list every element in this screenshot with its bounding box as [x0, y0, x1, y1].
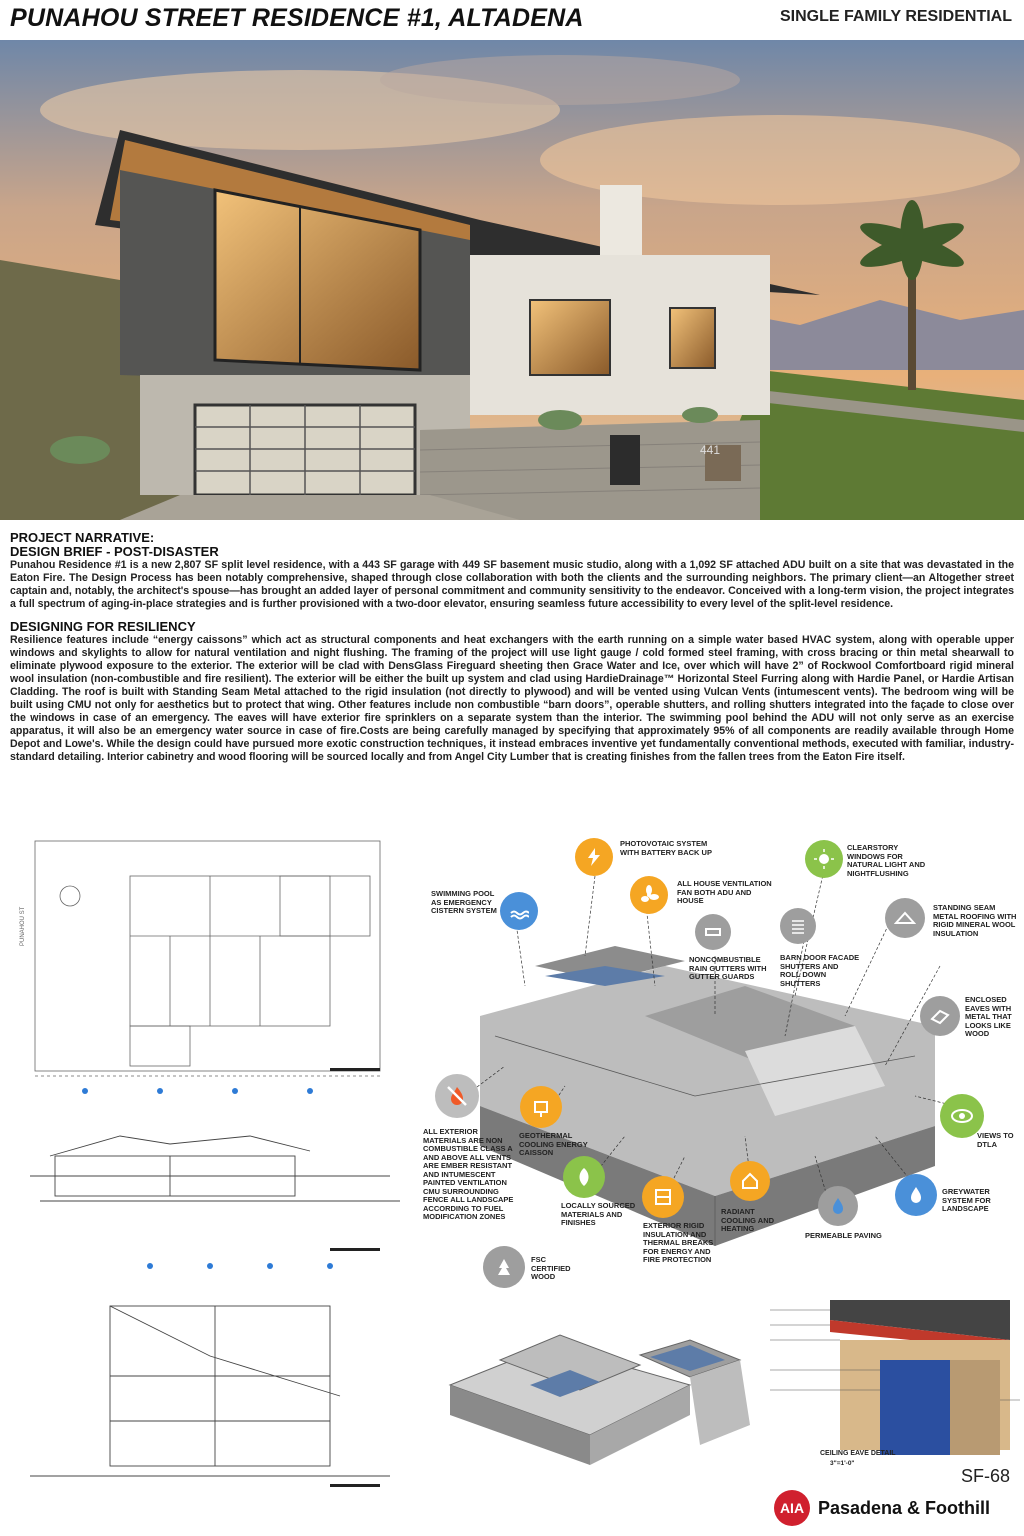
feature-label: CLEARSTORY WINDOWS FOR NATURAL LIGHT AND NIGHTFLUSHING — [847, 843, 926, 878]
hero-rendering — [0, 40, 1024, 520]
feature-label: FSC CERTIFIED WOOD — [531, 1255, 571, 1281]
project-narrative — [10, 531, 1014, 764]
eave-icon — [920, 996, 960, 1036]
radiant-icon — [730, 1161, 770, 1201]
leaf-icon — [563, 1156, 605, 1198]
category-label: SINGLE FAMILY RESIDENTIAL — [779, 8, 1012, 25]
feature-label: ALL HOUSE VENTILATION FAN BOTH ADU AND HOUSE — [677, 879, 772, 905]
feature-label: PHOTOVOTAIC SYSTEM WITH BATTERY BACK UP — [620, 839, 712, 857]
lightning-icon — [575, 838, 613, 876]
sheet-number: SF-68 — [960, 1466, 1010, 1486]
no-fire-icon — [435, 1074, 479, 1118]
feature-label: SWIMMING POOL AS EMERGENCY CISTERN SYSTEM — [431, 889, 497, 915]
floor-plan-drawing — [10, 836, 410, 1496]
feature-label: GREYWATER SYSTEM FOR LANDSCAPE — [942, 1187, 991, 1213]
shutter-icon — [780, 908, 816, 944]
fsc-icon — [483, 1246, 525, 1288]
feature-label: BARN DOOR FACADE SHUTTERS AND ROLL DOWN SHUTTERS — [780, 953, 860, 988]
chapter-name: Pasadena & Foothill — [818, 1497, 991, 1518]
detail-scale: 3"=1'-0" — [830, 1460, 855, 1467]
design-brief-heading: DESIGN BRIEF - POST-DISASTER — [10, 544, 219, 559]
pool-icon — [500, 892, 538, 930]
page-title: PUNAHOU STREET RESIDENCE #1, ALTADENA — [10, 4, 584, 32]
gutter-icon — [695, 914, 731, 950]
narrative-heading: PROJECT NARRATIVE: — [10, 530, 155, 545]
sun-icon — [805, 840, 843, 878]
roof-isometric — [440, 1305, 760, 1475]
resiliency-text: Resilience features include “energy caissons” which act as structural components and heat exchangers with the earth running on a simple water based HVAC system, along with operable upper windows and skylights to allow for natural ventilation and night flushing. The framing of the project will use light gauge / cold formed steel framing, with cross bracing or thin metal shearwall to eliminate plywood exposure to the exterior. The exterior will be clad with DensGlass Fireguard sheeting then Grace Water and Ice, over which will have 2” of Rockwool Comfortboard rigid mineral wool insulation (non-combustible and fire resilient). The exterior will be either the built up system and clad using HardieDrainage™ Horizontal Steel Furring along with Hardie Panel, or Hardie Artisan Cladding. The roof is built with Standing Seam Metal attached to the rigid insulation (not directly to plywood) and will be vented using Vulcan Vents (intumescent vents). The bedroom wing will be built using CMU not only for aesthetics but to protect that wing. Other features include non combustible “barn doors”, operable shutters, and rolling shutters integrated into the façade to close over the windows in case of an emergency. The eaves will have exterior fire sprinklers on a separate system than the interior. The swimming pool behind the ADU will not only serve as an exercise apparatus, it will also be an emergency water source in case of fire.Costs are being carefully managed by specifying that approximately 95% of all components are readily available through Home Depot and Lowe's. While the design could have pursued more exotic construction techniques, it instead embraces inventive yet fundamentally conventional methods, executed with familiar, industry-standard detailing. Interior cabinetry and wood flooring will be sourced locally and from Angel City Lumber that is creating finishes from the fallen trees from the Eaton Fire itself. — [10, 634, 1014, 763]
feature-label: EXTERIOR RIGID INSULATION AND THERMAL BREAKS FOR ENERGY AND FIRE PROTECTION — [643, 1221, 714, 1264]
design-brief-text: Punahou Residence #1 is a new 2,807 SF split level residence, with a 443 SF garage with 449 SF basement music studio, along with a 1,092 SF attached ADU built on a site that was devastated in the Eaton Fire. The Design Process has been notably comprehensive, shaped through close collaboration with both the clients and the surrounding neighbors. The primary client—an Altogether street captain and, notably, the architect's spouse—has brought an added layer of personal commitment and community sensitivity to the endeavor. Conceived with a long-term vision, the project integrates a full spectrum of aging-in-place strategies and is further provisioned with a two-door elevator, ensuring seamless future accessibility to every level of the split-level residence. — [10, 559, 1014, 610]
roof-icon — [885, 898, 925, 938]
feature-label: NONCOMBUSTIBLE RAIN GUTTERS WITH GUTTER GUARDS — [689, 955, 767, 981]
feature-label: ALL EXTERIOR MATERIALS ARE NON COMBUSTIBLE CLASS A AND ABOVE ALL VENTS ARE EMBER RESISTANT AND INTUMESCENT PAINTED VENTILATION CMU SURROUNDING FENCE ALL LANDSCAPE ACCORDING TO FUEL MODIFICATION ZONES — [423, 1127, 514, 1221]
feature-label: LOCALLY SOURCED MATERIALS AND FINISHES — [561, 1201, 636, 1227]
drawings-column — [10, 836, 410, 1496]
resiliency-heading: DESIGNING FOR RESILIENCY — [10, 619, 196, 634]
street-label: PUNAHOU ST — [20, 906, 26, 946]
eave-detail-drawing — [770, 1280, 1020, 1475]
insulation-icon — [642, 1176, 684, 1218]
detail-title: CEILING EAVE DETAIL — [820, 1450, 896, 1457]
resiliency-diagram — [415, 836, 1020, 1296]
geothermal-icon — [520, 1086, 562, 1128]
feature-label: STANDING SEAM METAL ROOFING WITH RIGID MINERAL WOOL INSULATION — [933, 903, 1017, 938]
aia-badge: AIA — [774, 1490, 810, 1526]
aia-logo — [774, 1490, 990, 1526]
house-number: 441 — [700, 443, 721, 457]
fan-icon — [630, 876, 668, 914]
paving-icon — [818, 1186, 858, 1226]
feature-label: GEOTHERMAL COOLING ENERGY CAISSON — [519, 1131, 588, 1157]
feature-label: PERMEABLE PAVING — [805, 1231, 882, 1240]
feature-label: RADIANT COOLING AND HEATING — [721, 1207, 775, 1233]
feature-label: ENCLOSED EAVES WITH METAL THAT LOOKS LIKE WOOD — [965, 995, 1012, 1038]
water-drop-icon — [895, 1174, 937, 1216]
feature-label: VIEWS TO DTLA — [977, 1131, 1014, 1149]
